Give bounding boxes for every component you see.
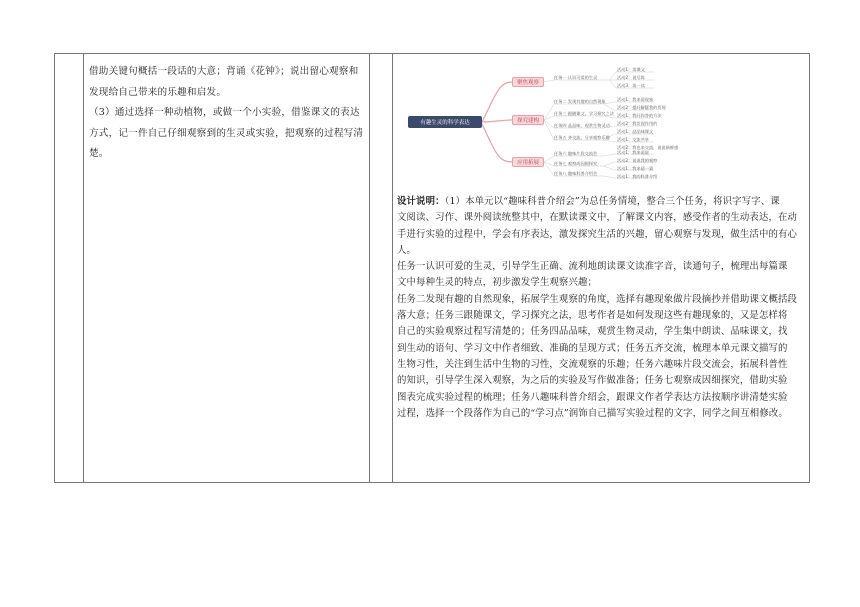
- design-line: 生物习性，关注到生活中生物的习性，交流观察的乐趣；任务六趣味片段交流会，拓展科普性: [397, 358, 788, 370]
- objective-line: 方式，记一件自己仔细观察到的生灵或实验，把观察的过程写清: [89, 127, 364, 139]
- design-line: 自己的实验观察过程写清楚的；任务四品品味，观赏生物灵动，学生集中朗读、品味课文，找: [397, 326, 788, 338]
- branch-node: 探究建构: [512, 115, 544, 125]
- activity-item: 活动1：我问你答的方法: [617, 113, 662, 118]
- design-line: 人。: [397, 244, 417, 256]
- branch-node: 聚焦观察: [512, 77, 544, 87]
- task-item: 任务一 认识可爱的生灵: [554, 75, 598, 80]
- activity-item: 活动1：我来猜一猜: [617, 166, 654, 171]
- task-item: 任务八 趣味科普介绍会: [554, 171, 598, 176]
- design-line: 图表完成实验过程的梳理；任务八趣味科普介绍会，跟课文作者学表达方法按顺序讲清楚实验: [397, 391, 788, 403]
- design-line: 文中每种生灵的特点，初步激发学生观察兴趣；: [397, 277, 598, 289]
- objective-line: 楚。: [89, 148, 109, 159]
- activity-item: 活动2：说说我的观察: [617, 158, 658, 163]
- activity-item: 活动2：说写练: [617, 75, 645, 80]
- mind-map: [404, 64, 804, 188]
- activity-item: 活动3：读一读: [617, 83, 645, 88]
- activity-item: 活动2：我也来交流，说说新鲜感: [617, 145, 679, 150]
- activity-item: 活动1：我来说说: [617, 150, 649, 155]
- design-line: 设计说明：（1）本单元以“趣味科普介绍会”为总任务情境，整合三个任务，将识字写字、课: [397, 196, 780, 207]
- design-line: 落大意；任务三跟随课文，学习探究之法，思考作者是如何发现这些有趣现象的，又是怎样将: [397, 310, 788, 322]
- task-item: 任务二 发现有趣的自然现象: [554, 99, 606, 104]
- design-line: 手进行实验的过程中，学会有序表达，激发探究生活的兴趣，留心观察与发现，做生活中的有心: [397, 228, 798, 240]
- design-line: 任务一认识可爱的生灵，引导学生正确、流利地朗读课文读准字音，读通句子，梳理出每篇课: [397, 261, 788, 273]
- design-line: 过程，选择一个段落作为自己的“学习点”润饰自己描写实验过程的文字，同学之间互相修改。: [397, 407, 788, 419]
- objective-line: 借助关键句概括一段话的大意；背诵《花钟》；说出留心观察和: [89, 66, 359, 77]
- column-divider: [83, 54, 84, 482]
- design-line: 文阅读、习作、课外阅读统整其中，在默读课文中，了解课文内容，感受作者的生动表达，在动: [397, 212, 798, 224]
- mind-map-root: 有趣生灵的科学表达: [408, 116, 482, 128]
- activity-item: 活动1：交流共享: [617, 137, 649, 142]
- task-item: 任务六 趣味片段交流会: [554, 151, 598, 156]
- activity-item: 活动1：读课文: [617, 67, 645, 72]
- activity-item: 活动1：我来说现象: [617, 97, 654, 102]
- activity-item: 活动2：提问解疑我的发现: [617, 105, 666, 110]
- column-divider: [392, 54, 393, 482]
- design-label: 设计说明：: [397, 196, 445, 207]
- task-item: 任务七 观察成因细探究: [554, 161, 598, 166]
- objective-line: 发现给自己带来的乐趣和启发。: [89, 86, 227, 98]
- design-line: 的知识，引导学生深入观察，为之后的实验及写作做准备；任务七观察成因细探究，借助实验: [397, 375, 788, 387]
- branch-node: 应用拓展: [512, 157, 544, 167]
- activity-item: 活动1：我的科普介绍: [617, 174, 658, 179]
- design-line: 到生动的语句、学习文中作者细致、准确的呈现方式；任务五齐交流，梳理本单元课文描写的: [397, 342, 788, 354]
- objectives-text: [89, 64, 371, 163]
- task-item: 任务三 跟随课文，学习探究之法: [554, 111, 614, 116]
- activity-item: 活动2：我发现作用的: [617, 121, 658, 126]
- design-notes: [397, 194, 807, 422]
- activity-item: 活动1：品品味课文: [617, 129, 654, 134]
- objective-line: （3）通过选择一种动植物，或做一个小实验，借鉴课文的表达: [89, 107, 360, 118]
- task-item: 任务四 品品味，观赏生物灵动: [554, 123, 610, 128]
- design-line: 任务二发现有趣的自然现象，拓展学生观察的角度，选择有趣现象做片段摘抄并借助课文概括段: [397, 293, 798, 305]
- task-item: 任务五 齐交流，分享观察乐趣: [554, 135, 610, 140]
